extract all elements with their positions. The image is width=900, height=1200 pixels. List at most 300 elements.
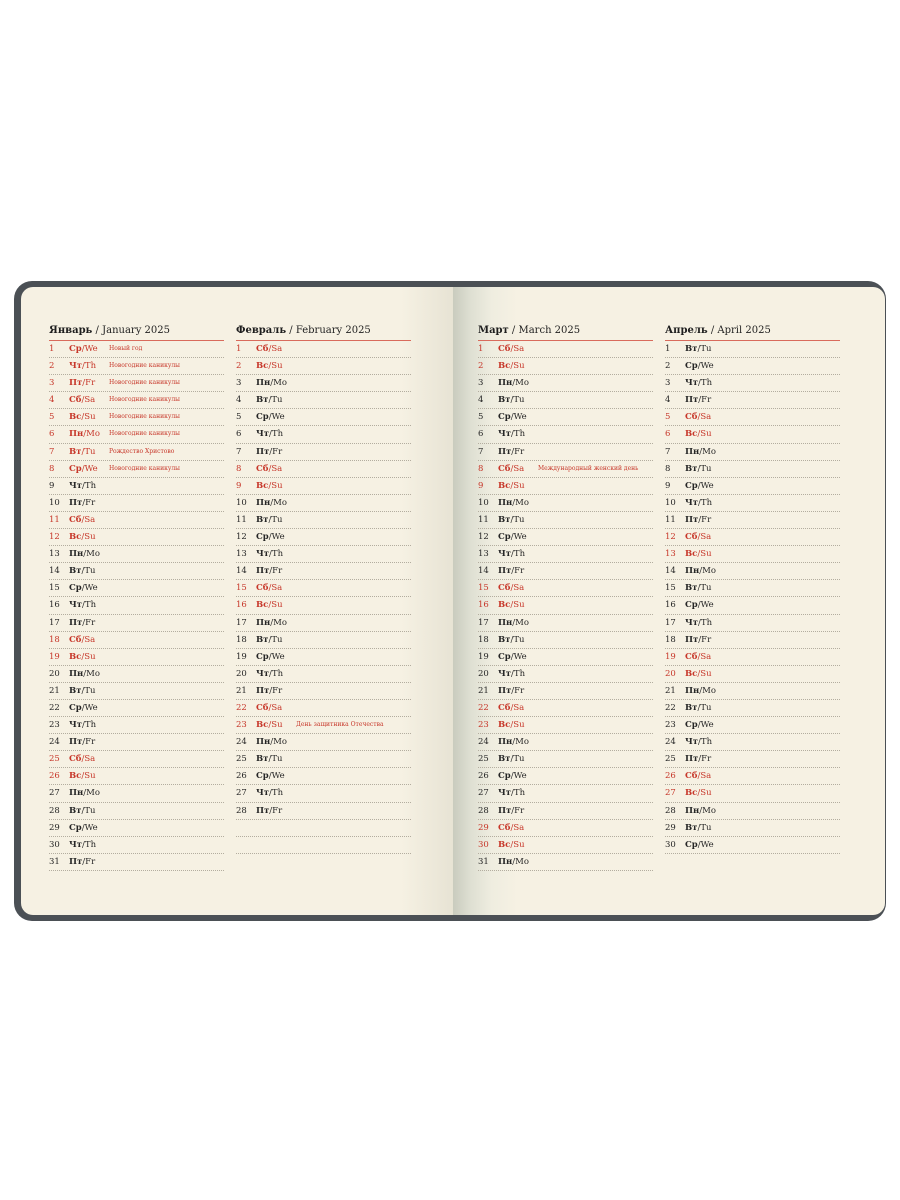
weekday <box>498 632 524 649</box>
weekday-en: Mo <box>86 668 100 679</box>
weekday-separator: / <box>697 480 701 491</box>
day-row <box>49 392 224 409</box>
weekday-en: Sa <box>84 514 96 525</box>
weekday-ru: Сб <box>69 634 82 645</box>
day-row <box>665 444 840 461</box>
weekday <box>69 409 96 426</box>
weekday-separator: / <box>698 514 702 525</box>
day-row <box>665 820 840 837</box>
day-row <box>236 666 411 683</box>
weekday <box>498 392 524 409</box>
weekday-ru: Чт <box>685 617 699 628</box>
day-row <box>49 649 224 666</box>
weekday-en: We <box>84 702 98 713</box>
day-number: 13 <box>665 549 676 560</box>
month-header <box>665 324 840 341</box>
day-number: 12 <box>665 532 676 543</box>
weekday-en: We <box>700 720 714 731</box>
day-number: 15 <box>236 583 247 594</box>
day-number: 26 <box>478 771 489 782</box>
day-number: 30 <box>665 839 676 850</box>
weekday-en: Mo <box>515 617 529 628</box>
day-row <box>236 444 411 461</box>
weekday-en: Tu <box>84 446 96 457</box>
day-number: 12 <box>478 532 489 543</box>
weekday-separator: / <box>81 822 85 833</box>
day-number: 2 <box>49 361 55 372</box>
weekday-ru: Пт <box>685 754 699 765</box>
day-row <box>478 495 653 512</box>
weekday-en: Tu <box>513 754 525 765</box>
weekday <box>685 409 711 426</box>
day-number: 18 <box>478 634 489 645</box>
weekday <box>685 837 714 854</box>
weekday-en: Tu <box>84 685 96 696</box>
day-number: 27 <box>665 788 676 799</box>
day-row <box>478 854 653 871</box>
day-row <box>49 820 224 837</box>
day-row <box>478 392 653 409</box>
day-row <box>49 580 224 597</box>
weekday-separator: / <box>510 634 514 645</box>
day-number: 14 <box>49 566 60 577</box>
day-number: 16 <box>236 600 247 611</box>
weekday-en: We <box>700 480 714 491</box>
day-number: 21 <box>478 685 489 696</box>
weekday <box>69 666 100 683</box>
weekday <box>69 375 95 392</box>
weekday <box>685 803 716 820</box>
weekday-en: Su <box>700 549 712 560</box>
day-number: 7 <box>478 446 484 457</box>
day-number: 6 <box>49 429 55 440</box>
weekday-separator: / <box>268 651 272 662</box>
weekday-en: Su <box>271 480 283 491</box>
weekday-separator: / <box>269 685 273 696</box>
weekday <box>685 426 712 443</box>
day-number: 18 <box>49 634 60 645</box>
weekday-ru: Ср <box>498 412 511 423</box>
weekday-ru: Сб <box>256 583 269 594</box>
day-number: 20 <box>236 668 247 679</box>
weekday <box>498 529 527 546</box>
day-row <box>236 563 411 580</box>
day-number: 20 <box>665 668 676 679</box>
weekday-separator: / <box>82 617 86 628</box>
day-row <box>236 803 411 820</box>
weekday-en: We <box>700 361 714 372</box>
day-number: 24 <box>49 737 60 748</box>
weekday-separator: / <box>269 549 272 560</box>
weekday-separator: / <box>511 685 515 696</box>
weekday <box>498 341 524 358</box>
weekday-separator: / <box>81 446 85 457</box>
weekday-ru: Сб <box>256 463 269 474</box>
day-number: 28 <box>665 805 676 816</box>
day-number: 1 <box>478 344 484 354</box>
day-row <box>49 461 224 478</box>
weekday-en: Su <box>513 361 525 372</box>
weekday <box>69 683 95 700</box>
weekday-ru: Пт <box>685 634 699 645</box>
day-number: 14 <box>665 566 676 577</box>
weekday <box>685 495 712 512</box>
weekday-ru: Чт <box>498 429 512 440</box>
day-number: 2 <box>236 361 242 372</box>
weekday-separator: / <box>510 532 514 543</box>
day-number: 14 <box>478 566 489 577</box>
weekday <box>256 785 283 802</box>
weekday-separator: / <box>83 668 87 679</box>
day-row <box>236 632 411 649</box>
weekday-en: Su <box>84 651 96 662</box>
weekday <box>685 563 716 580</box>
weekday-ru: Пн <box>256 497 271 508</box>
weekday-separator: / <box>81 583 85 594</box>
day-number: 26 <box>49 771 60 782</box>
weekday-ru: Ср <box>69 344 82 354</box>
weekday-separator: / <box>270 617 274 628</box>
day-number: 4 <box>665 395 671 406</box>
weekday-separator: / <box>698 634 702 645</box>
day-number: 11 <box>665 514 676 525</box>
day-row <box>478 666 653 683</box>
weekday-ru: Ср <box>685 720 698 731</box>
day-row <box>478 563 653 580</box>
weekday-separator: / <box>269 668 272 679</box>
weekday-separator: / <box>83 788 87 799</box>
day-row <box>665 495 840 512</box>
weekday-separator: / <box>81 532 85 543</box>
weekday-en: We <box>700 600 714 611</box>
weekday-en: Sa <box>271 463 283 474</box>
day-number: 22 <box>665 702 676 713</box>
weekday <box>256 751 282 768</box>
weekday-ru: Пн <box>69 668 84 679</box>
weekday-ru: Пт <box>256 446 270 457</box>
weekday-en: Sa <box>513 702 525 713</box>
weekday-ru: Пт <box>256 805 270 816</box>
weekday <box>69 854 95 871</box>
day-number: 11 <box>478 514 489 525</box>
weekday-separator: / <box>511 788 514 799</box>
day-row <box>49 734 224 751</box>
weekday-en: Su <box>700 668 712 679</box>
weekday-separator: / <box>268 361 272 372</box>
weekday-en: Th <box>513 549 526 560</box>
weekday-ru: Ср <box>685 600 698 611</box>
day-row <box>49 785 224 802</box>
day-row <box>49 751 224 768</box>
day-number: 9 <box>478 480 484 491</box>
weekday <box>256 512 282 529</box>
weekday <box>685 632 711 649</box>
weekday-separator: / <box>268 532 272 543</box>
weekday-separator: / <box>269 429 272 440</box>
day-row <box>49 854 224 871</box>
day-number: 8 <box>665 463 671 474</box>
weekday-separator: / <box>82 737 86 748</box>
weekday-separator: / <box>510 754 514 765</box>
day-row <box>665 529 840 546</box>
weekday-ru: Вт <box>498 754 511 765</box>
weekday-ru: Вс <box>69 771 82 782</box>
day-number: 17 <box>478 617 489 628</box>
day-row <box>665 717 840 734</box>
weekday-en: We <box>271 532 285 543</box>
day-number: 19 <box>665 651 676 662</box>
day-row <box>49 837 224 854</box>
weekday-separator: / <box>697 549 701 560</box>
weekday-ru: Чт <box>685 378 699 389</box>
day-row <box>49 632 224 649</box>
weekday <box>256 683 282 700</box>
weekday-ru: Пт <box>685 395 699 406</box>
weekday-en: Tu <box>700 344 712 354</box>
day-row <box>478 683 653 700</box>
day-number: 3 <box>478 378 484 389</box>
weekday-ru: Сб <box>498 583 511 594</box>
weekday-separator: / <box>268 344 272 354</box>
weekday-en: Fr <box>85 737 96 748</box>
weekday <box>256 597 283 614</box>
weekday-en: Fr <box>514 566 525 577</box>
weekday <box>685 478 714 495</box>
weekday <box>256 341 282 358</box>
weekday-ru: Вт <box>685 702 698 713</box>
day-row <box>236 597 411 614</box>
weekday-en: Sa <box>271 583 283 594</box>
weekday-ru: Вс <box>498 839 511 850</box>
day-number: 21 <box>49 685 60 696</box>
weekday-en: Th <box>700 378 713 389</box>
weekday <box>685 461 711 478</box>
day-row <box>478 426 653 443</box>
weekday-separator: / <box>510 822 514 833</box>
day-number: 16 <box>665 600 676 611</box>
day-row <box>665 409 840 426</box>
month-name-en: April 2025 <box>717 325 771 336</box>
weekday-en: Th <box>84 839 97 850</box>
weekday-separator: / <box>81 702 85 713</box>
day-row <box>49 615 224 632</box>
day-row <box>49 683 224 700</box>
day-row <box>236 615 411 632</box>
day-number: 26 <box>236 771 247 782</box>
weekday-separator: / <box>698 754 702 765</box>
weekday-en: Su <box>513 600 525 611</box>
weekday-en: Th <box>271 429 284 440</box>
weekday-en: Th <box>513 668 526 679</box>
day-number: 6 <box>236 429 242 440</box>
weekday-separator: / <box>512 737 516 748</box>
weekday-ru: Сб <box>685 651 698 662</box>
weekday-en: Su <box>700 788 712 799</box>
weekday-ru: Чт <box>69 720 83 731</box>
day-number: 27 <box>49 788 60 799</box>
day-number: 1 <box>236 344 242 354</box>
weekday <box>69 649 96 666</box>
weekday-separator: / <box>83 549 87 560</box>
weekday-ru: Пт <box>498 566 512 577</box>
weekday-en: Fr <box>85 378 96 389</box>
weekday <box>498 615 529 632</box>
weekday <box>498 495 529 512</box>
weekday-separator: / <box>268 754 272 765</box>
weekday-en: Su <box>271 361 283 372</box>
weekday-en: Th <box>513 788 526 799</box>
day-row <box>478 375 653 392</box>
weekday-en: We <box>513 771 527 782</box>
weekday-separator: / <box>511 805 515 816</box>
weekday-ru: Пт <box>69 856 83 867</box>
day-number: 6 <box>665 429 671 440</box>
holiday-note: Новогодние каникулы <box>109 362 180 370</box>
weekday-separator: / <box>268 412 272 423</box>
weekday-en: Mo <box>273 497 287 508</box>
weekday-en: Sa <box>513 822 525 833</box>
weekday <box>69 341 98 358</box>
weekday-ru: Вт <box>69 566 82 577</box>
weekday-separator: / <box>510 412 514 423</box>
weekday-separator: / <box>82 480 85 491</box>
weekday <box>69 820 98 837</box>
day-number: 24 <box>478 737 489 748</box>
weekday <box>685 768 711 785</box>
weekday-ru: Пн <box>685 805 700 816</box>
day-row <box>478 734 653 751</box>
month-name-ru: Февраль <box>236 325 287 336</box>
weekday-ru: Чт <box>69 480 83 491</box>
day-number: 31 <box>49 856 60 867</box>
weekday-separator: / <box>697 361 701 372</box>
weekday-separator: / <box>81 395 85 406</box>
weekday-ru: Сб <box>685 532 698 543</box>
weekday <box>498 837 525 854</box>
day-number: 11 <box>236 514 247 525</box>
day-number: 10 <box>478 497 489 508</box>
weekday-separator: / <box>510 344 514 354</box>
weekday-separator: / <box>81 634 85 645</box>
weekday-en: Fr <box>514 446 525 457</box>
weekday-ru: Ср <box>685 839 698 850</box>
weekday-separator: / <box>81 463 85 474</box>
weekday-ru: Чт <box>498 788 512 799</box>
weekday-ru: Пт <box>69 617 83 628</box>
day-number: 3 <box>49 378 55 389</box>
weekday <box>685 751 711 768</box>
weekday-ru: Вт <box>685 463 698 474</box>
weekday <box>69 392 95 409</box>
weekday-en: Mo <box>515 378 529 389</box>
month-separator: / <box>508 325 519 336</box>
weekday-ru: Вс <box>256 361 269 372</box>
weekday-en: We <box>271 412 285 423</box>
weekday <box>69 700 98 717</box>
weekday <box>685 666 712 683</box>
day-row <box>478 512 653 529</box>
weekday-separator: / <box>697 720 701 731</box>
weekday-ru: Пн <box>69 788 84 799</box>
day-row <box>49 375 224 392</box>
weekday-ru: Вт <box>256 514 269 525</box>
weekday-en: Su <box>513 720 525 731</box>
weekday <box>498 546 525 563</box>
weekday-en: Su <box>700 429 712 440</box>
day-row <box>236 751 411 768</box>
weekday-separator: / <box>268 720 272 731</box>
weekday-ru: Ср <box>69 463 82 474</box>
day-number: 9 <box>49 480 55 491</box>
weekday-ru: Ср <box>498 532 511 543</box>
weekday-en: Tu <box>271 634 283 645</box>
day-row <box>236 392 411 409</box>
month-february <box>236 324 411 854</box>
weekday-en: Tu <box>513 514 525 525</box>
day-number: 16 <box>49 600 60 611</box>
day-row <box>478 700 653 717</box>
weekday-separator: / <box>699 566 703 577</box>
weekday-separator: / <box>268 463 272 474</box>
day-row <box>236 409 411 426</box>
day-row <box>49 409 224 426</box>
weekday-separator: / <box>697 822 701 833</box>
day-row <box>478 615 653 632</box>
weekday-separator: / <box>269 805 273 816</box>
weekday-separator: / <box>81 805 85 816</box>
day-row <box>478 649 653 666</box>
day-number: 17 <box>665 617 676 628</box>
weekday <box>256 803 282 820</box>
weekday-en: Sa <box>700 412 712 423</box>
weekday-ru: Вс <box>256 720 269 731</box>
day-row <box>665 580 840 597</box>
weekday <box>498 512 524 529</box>
weekday-en: Mo <box>515 737 529 748</box>
weekday-ru: Сб <box>69 754 82 765</box>
weekday-en: Tu <box>700 822 712 833</box>
weekday <box>256 478 283 495</box>
day-number: 23 <box>665 720 676 731</box>
weekday-en: Th <box>700 617 713 628</box>
weekday <box>498 683 524 700</box>
day-number: 22 <box>49 702 60 713</box>
month-name-en: February 2025 <box>295 325 371 336</box>
day-number: 30 <box>49 839 60 850</box>
day-row <box>665 683 840 700</box>
day-row <box>49 478 224 495</box>
day-row <box>236 734 411 751</box>
weekday-en: Su <box>84 532 96 543</box>
day-row <box>478 717 653 734</box>
day-row <box>665 649 840 666</box>
weekday-en: Sa <box>700 651 712 662</box>
weekday-separator: / <box>697 429 701 440</box>
day-row <box>236 649 411 666</box>
day-row <box>478 341 653 358</box>
day-row <box>49 341 224 358</box>
weekday-separator: / <box>510 480 514 491</box>
weekday-separator: / <box>511 549 514 560</box>
weekday-separator: / <box>269 446 273 457</box>
weekday-separator: / <box>510 361 514 372</box>
weekday-separator: / <box>512 617 516 628</box>
weekday-en: Tu <box>513 634 525 645</box>
day-number: 16 <box>478 600 489 611</box>
weekday-en: Sa <box>513 463 525 474</box>
weekday <box>685 512 711 529</box>
day-row <box>236 495 411 512</box>
